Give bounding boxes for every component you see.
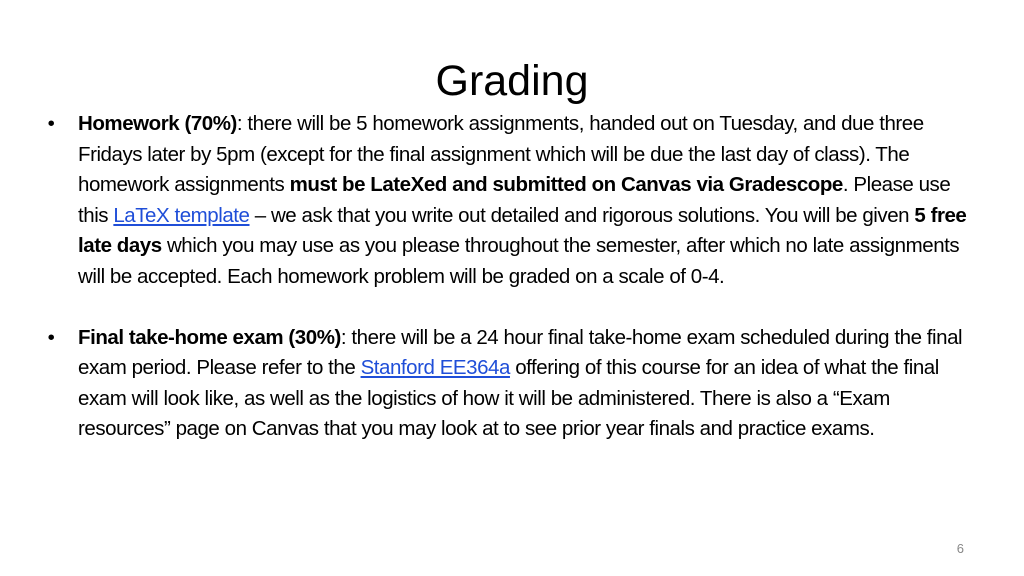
latex-template-link[interactable]: LaTeX template <box>113 203 250 227</box>
bullet-marker: • <box>47 112 55 135</box>
homework-heading: Homework (70%) <box>78 112 237 135</box>
bullet-marker: • <box>47 325 55 349</box>
late-days-bold: 5 free late days <box>78 203 967 258</box>
final-exam-text-1: : there will be a 24 hour final take-home exam scheduled during the final exam period. Please refer to the <box>78 325 963 380</box>
homework-text-1: : there will be 5 homework assignments, handed out on Tuesday, and due three Fridays later by 5pm (except for the final assignment which will be due the last day of class). The homework assignments <box>78 112 924 197</box>
homework-text-4: which you may use as you please throughout the semester, after which no late assignments will be accepted. Each homework problem will be graded on a scale of 0-4. <box>78 234 960 288</box>
bullet-list <box>47 109 983 475</box>
homework-text-2: . Please use this <box>78 173 951 227</box>
homework-text-3: – we ask that you write out detailed and rigorous solutions. You will be given <box>249 203 915 227</box>
page-number: 6 <box>956 541 964 556</box>
final-exam-text-2: offering of this course for an idea of what the final exam will look like, as well as the logistics of how it will be administered. There is also a “Exam resources” page on Canvas that you may look at to see prior year finals and practice exams. <box>78 356 939 441</box>
slide-title: Grading <box>435 56 589 105</box>
stanford-ee364a-link[interactable]: Stanford EE364a <box>360 356 510 380</box>
bullet-homework <box>47 109 983 293</box>
homework-bold-requirement: must be LateXed and submitted on Canvas via Gradescope <box>289 173 843 197</box>
bullet-final-exam <box>47 323 983 445</box>
final-exam-heading: Final take-home exam (30%) <box>78 325 341 349</box>
